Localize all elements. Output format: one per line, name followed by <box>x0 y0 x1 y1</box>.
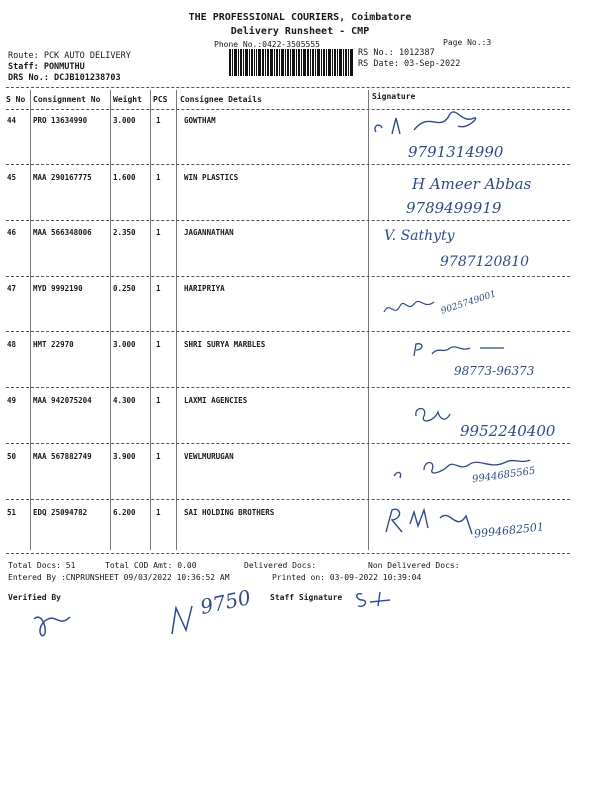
row-sno: 45 <box>7 173 17 182</box>
header-sno: S No <box>6 95 26 104</box>
row-consignee: LAXMI AGENCIES <box>184 396 248 405</box>
header-pcs: PCS <box>153 95 168 104</box>
handwritten-signature <box>410 338 510 362</box>
row-sno: 49 <box>7 396 17 405</box>
row-divider <box>6 220 570 221</box>
column-divider <box>368 90 369 550</box>
row-weight: 1.600 <box>113 173 136 182</box>
row-consignment: MAA 290167775 <box>33 173 92 182</box>
handwritten-phone: 9025749001 <box>439 289 498 317</box>
table-top-rule <box>6 87 570 88</box>
sheet-title: Delivery Runsheet - CMP <box>230 26 370 37</box>
header-consignee: Consignee Details <box>180 95 262 104</box>
handwritten-phone: 9952240400 <box>460 422 556 440</box>
row-pcs: 1 <box>156 508 161 517</box>
row-consignee: SAI HOLDING BROTHERS <box>184 508 275 517</box>
row-weight: 4.300 <box>113 396 136 405</box>
row-pcs: 1 <box>156 173 161 182</box>
rs-date: RS Date: 03-Sep-2022 <box>358 59 461 69</box>
row-weight: 0.250 <box>113 284 136 293</box>
delivered-docs: Delivered Docs: <box>244 561 317 570</box>
handwritten-signature <box>370 104 490 140</box>
non-delivered-docs: Non Delivered Docs: <box>368 561 460 570</box>
staff-signature <box>352 588 396 612</box>
row-pcs: 1 <box>156 396 161 405</box>
row-divider <box>6 443 570 444</box>
handwritten-phone: 98773-96373 <box>454 364 535 378</box>
handwritten-name: V. Sathyty <box>384 228 455 244</box>
printed-on: Printed on: 03-09-2022 10:39:04 <box>272 573 422 582</box>
row-divider <box>6 276 570 277</box>
header-consignment: Consignment No <box>33 95 101 104</box>
row-sno: 48 <box>7 340 17 349</box>
row-weight: 6.200 <box>113 508 136 517</box>
verified-by-label: Verified By <box>8 593 61 602</box>
row-pcs: 1 <box>156 284 161 293</box>
handwritten-phone: 9787120810 <box>440 254 530 270</box>
total-cod: Total COD Amt: 0.00 <box>105 561 197 570</box>
column-divider <box>150 90 151 550</box>
row-consignment: EDQ 25094782 <box>33 508 88 517</box>
total-docs: Total Docs: 51 <box>8 561 76 570</box>
row-weight: 3.000 <box>113 116 136 125</box>
row-sno: 51 <box>7 508 17 517</box>
verifier-signature <box>30 605 76 639</box>
page-number: Page No.:3 <box>443 38 492 47</box>
row-weight: 3.000 <box>113 340 136 349</box>
staff-signature-label: Staff Signature <box>270 593 343 602</box>
handwritten-signature <box>380 290 440 320</box>
handwritten-phone: 9944685565 <box>471 465 537 486</box>
column-divider <box>30 90 31 550</box>
handwritten-phone: 9791314990 <box>408 143 504 161</box>
row-sno: 50 <box>7 452 17 461</box>
row-divider <box>6 164 570 165</box>
column-divider <box>110 90 111 550</box>
company-title: THE PROFESSIONAL COURIERS, Coimbatore <box>188 12 412 23</box>
route-label: Route: PCK AUTO DELIVERY <box>8 51 131 61</box>
row-sno: 46 <box>7 228 17 237</box>
row-consignment: MYD 9992190 <box>33 284 83 293</box>
handwritten-signature <box>410 400 460 428</box>
row-consignee: GOWTHAM <box>184 116 216 125</box>
rs-number: RS No.: 1012387 <box>358 48 435 58</box>
row-consignment: PRO 13634990 <box>33 116 88 125</box>
phone-number: Phone No.:0422-3505555 <box>214 40 320 49</box>
header-weight: Weight <box>113 95 142 104</box>
row-consignment: MAA 567882749 <box>33 452 92 461</box>
row-weight: 2.350 <box>113 228 136 237</box>
row-weight: 3.900 <box>113 452 136 461</box>
barcode <box>229 49 353 76</box>
row-consignee: SHRI SURYA MARBLES <box>184 340 266 349</box>
row-divider <box>6 499 570 500</box>
entered-by: Entered By :CNPRUNSHEET 09/03/2022 10:36:52 AM <box>8 573 230 582</box>
row-consignment: MAA 942075204 <box>33 396 92 405</box>
staff-label: Staff: PONMUTHU <box>8 62 85 72</box>
row-divider <box>6 331 570 332</box>
drs-number: DRS No.: DCJB101238703 <box>8 73 121 83</box>
row-pcs: 1 <box>156 116 161 125</box>
header-signature: Signature <box>372 92 416 101</box>
column-divider <box>176 90 177 550</box>
row-consignee: VEWLMURUGAN <box>184 452 234 461</box>
row-pcs: 1 <box>156 340 161 349</box>
row-sno: 47 <box>7 284 17 293</box>
row-pcs: 1 <box>156 452 161 461</box>
row-consignee: HARIPRIYA <box>184 284 225 293</box>
handwritten-phone: 9789499919 <box>406 199 502 217</box>
footer-rule <box>6 553 570 554</box>
handwritten-name: H Ameer Abbas <box>412 175 532 193</box>
row-pcs: 1 <box>156 228 161 237</box>
row-sno: 44 <box>7 116 17 125</box>
row-divider <box>6 387 570 388</box>
handwritten-number: 9750 <box>198 584 253 620</box>
row-consignee: JAGANNATHAN <box>184 228 234 237</box>
handwritten-phone: 9994682501 <box>473 520 545 541</box>
row-consignee: WIN PLASTICS <box>184 173 239 182</box>
row-consignment: HMT 22970 <box>33 340 74 349</box>
row-consignment: MAA 566348006 <box>33 228 92 237</box>
